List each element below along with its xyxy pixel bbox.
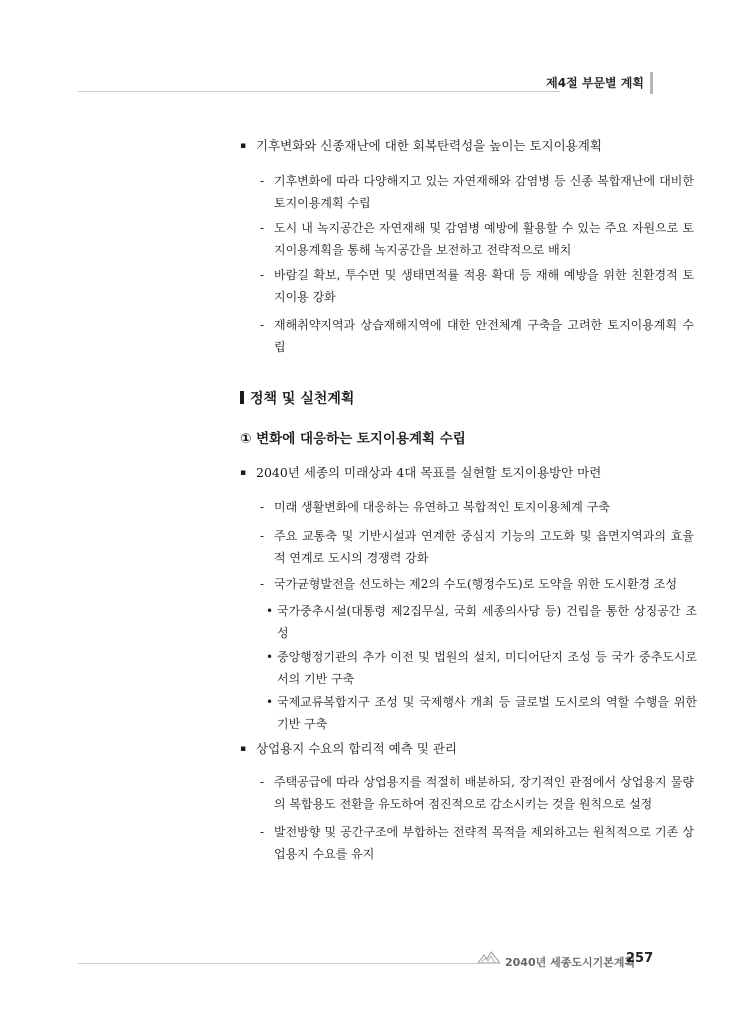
dash-item <box>240 314 694 358</box>
dot-marker: • <box>266 650 274 664</box>
item-text: 도시 내 녹지공간은 자연재해 및 감염병 예방에 활용할 수 있는 주요 자원으로 토지이용계획을 통해 녹지공간을 보전하고 전략적으로 배치 <box>274 221 694 257</box>
dash-marker: - <box>260 775 265 789</box>
item-text: 국가중추시설(대통령 제2집무실, 국회 세종의사당 등) 건립을 통한 상징공간 조성 <box>277 604 697 640</box>
item-text: 주택공급에 따라 상업용지를 적절히 배분하되, 장기적인 관점에서 상업용지 물량의 복합용도 전환을 유도하여 점진적으로 감소시키는 것을 원칙으로 설정 <box>274 775 694 811</box>
mountain-logo-icon <box>478 950 500 964</box>
page-number: 257 <box>626 951 654 966</box>
bullet-item <box>240 462 676 484</box>
bullet-item <box>240 738 676 760</box>
dash-item <box>240 217 694 261</box>
dash-item <box>240 170 694 214</box>
dash-marker: - <box>260 500 265 514</box>
square-bullet-icon: ▪ <box>240 141 247 151</box>
item-text: 주요 교통축 및 기반시설과 연계한 중심지 기능의 고도화 및 읍면지역과의 효율적 연계로 도시의 경쟁력 강화 <box>274 529 694 565</box>
bullet-item <box>240 135 676 157</box>
footer-rule <box>78 963 478 964</box>
dash-item <box>240 525 694 569</box>
dash-marker: - <box>260 268 265 282</box>
dash-marker: - <box>260 577 265 591</box>
item-text: 국제교류복합지구 조성 및 국제행사 개최 등 글로벌 도시로의 역할 수행을 위한 기반 구축 <box>277 695 697 731</box>
dash-item <box>240 771 694 815</box>
section-bar-icon <box>240 391 244 404</box>
chapter-title: 제4절 부문별 계획 <box>546 76 644 90</box>
section-heading <box>240 388 660 410</box>
item-text: 미래 생활변화에 대응하는 유연하고 복합적인 토지이용체계 구축 <box>274 500 610 514</box>
bullet-text: 상업용지 수요의 합리적 예측 및 관리 <box>256 741 457 756</box>
bullet-text: 기후변화와 신종재난에 대한 회복탄력성을 높이는 토지이용계획 <box>256 138 602 153</box>
item-text: 재해취약지역과 상습재해지역에 대한 안전체계 구축을 고려한 토지이용계획 수립 <box>274 318 694 354</box>
item-text: 국가균형발전을 선도하는 제2의 수도(행정수도)로 도약을 위한 도시환경 조성 <box>274 577 678 591</box>
subsection-heading: ① 변화에 대응하는 토지이용계획 수립 <box>240 431 466 447</box>
header-rule <box>78 91 560 92</box>
footer-title: 2040년 세종도시기본계획 <box>505 956 636 969</box>
bullet-text: 2040년 세종의 미래상과 4대 목표를 실현할 토지이용방안 마련 <box>256 465 602 480</box>
item-text: 바람길 확보, 투수면 및 생태면적률 적용 확대 등 재해 예방을 위한 친환경적 토지이용 강화 <box>274 268 694 304</box>
square-bullet-icon: ▪ <box>240 744 247 754</box>
dot-marker: • <box>266 695 274 709</box>
dot-item <box>240 691 697 735</box>
dash-item <box>240 264 694 308</box>
dash-item <box>240 573 694 595</box>
dash-marker: - <box>260 825 265 839</box>
dash-item <box>240 496 694 518</box>
item-text: 중앙행정기관의 추가 이전 및 법원의 설치, 미디어단지 조성 등 국가 중추도시로서의 기반 구축 <box>277 650 697 686</box>
dash-marker: - <box>260 221 265 235</box>
item-text: 기후변화에 따라 다양해지고 있는 자연재해와 감염병 등 신종 복합재난에 대비한 토지이용계획 수립 <box>274 174 694 210</box>
section-heading-text: 정책 및 실천계획 <box>250 391 355 407</box>
item-text: 발전방향 및 공간구조에 부합하는 전략적 목적을 제외하고는 원칙적으로 기존 상업용지 수요를 유지 <box>274 825 694 861</box>
dash-marker: - <box>260 318 265 332</box>
square-bullet-icon: ▪ <box>240 468 247 478</box>
dot-item <box>240 600 697 644</box>
dash-marker: - <box>260 529 265 543</box>
header-bar <box>650 72 653 94</box>
dot-marker: • <box>266 604 274 618</box>
dot-item <box>240 646 697 690</box>
dash-marker: - <box>260 174 265 188</box>
dash-item <box>240 821 694 865</box>
